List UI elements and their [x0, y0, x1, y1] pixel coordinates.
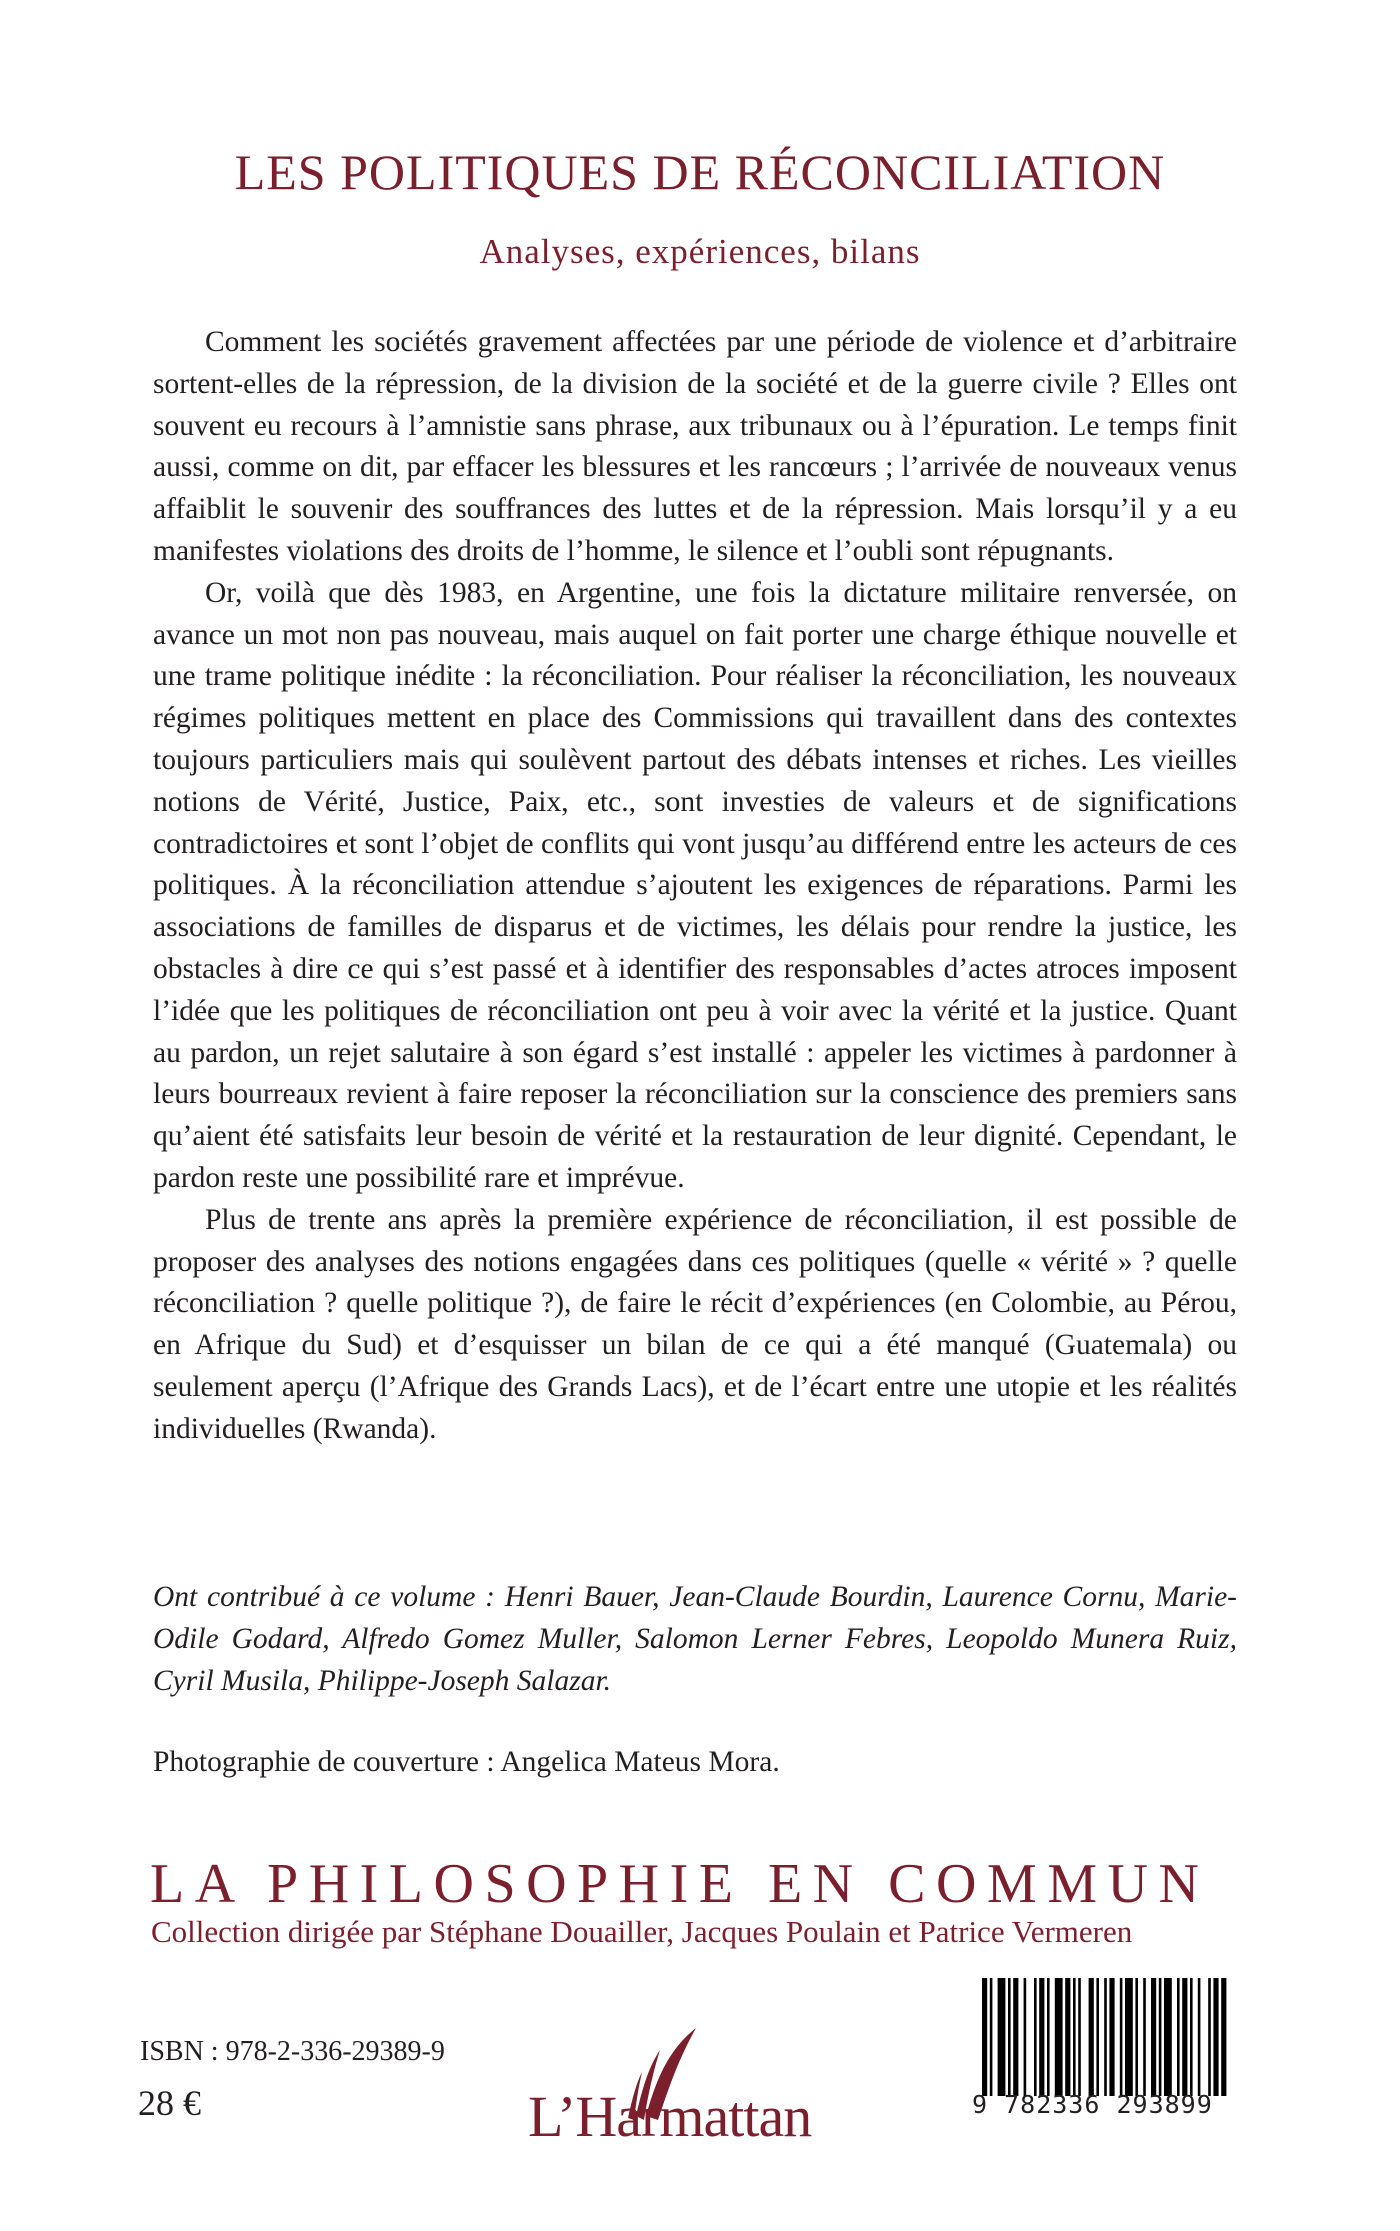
- barcode-bar: [982, 1978, 987, 2096]
- barcode-bar: [1159, 1978, 1162, 2096]
- barcode-bar: [1089, 1978, 1094, 2096]
- barcode-bar: [1104, 1978, 1107, 2096]
- barcode-bar: [1120, 1978, 1123, 2096]
- barcode-bar: [1208, 1978, 1211, 2096]
- barcode-bar: [1143, 1978, 1146, 2096]
- book-subtitle: Analyses, expériences, bilans: [479, 232, 921, 271]
- barcode-bar: [1125, 1978, 1133, 2096]
- barcode-bar: [1213, 1978, 1218, 2096]
- barcode-bar: [1151, 1978, 1156, 2096]
- blurb-paragraph: Comment les sociétés gravement affectées par une période de violence et d’arbitraire sortent-elles de la répression, de la division de la société et de la guerre civile ? Elles ont souvent eu recours à l’amnistie sans phrase, aux tribunaux ou à l’épuration. Le temps finit aussi, comme on dit, par effacer les blessures et les rancœurs ; l’arrivée de nouveaux venus affaiblit le souvenir des souffrances des luttes et de la répression. Mais lorsqu’il y a eu manifestes violations des droits de l’homme, le silence et l’oubli sont répugnants.: [153, 326, 1237, 567]
- barcode-bar: [1164, 1978, 1172, 2096]
- barcode-bar: [1078, 1978, 1081, 2096]
- barcode-bars: [982, 1978, 1232, 2096]
- isbn: ISBN : 978-2-336-29389-9: [140, 2036, 445, 2067]
- barcode-bar: [1055, 1978, 1063, 2096]
- blurb-paragraph: Or, voilà que dès 1983, en Argentine, une fois la dictature militaire renversée, on avance un mot non pas nouveau, mais auquel on fait porter une charge éthique nouvelle et une trame politique inédite : la réconciliation. Pour réaliser la réconciliation, les nouveaux régimes politiques mettent en place des Commissions qui travaillent dans des contextes toujours particuliers mais qui soulèvent partout des débats intenses et riches. Les vieilles notions de Vérité, Justice, Paix, etc., sont investies de valeurs et de significations contradictoires et sont l’objet de conflits qui vont jusqu’au différend entre les acteurs de ces politiques. À la réconciliation attendue s’ajoutent les exigences de réparations. Parmi les associations de familles de disparus et de victimes, les délais pour rendre la justice, les obstacles à dire ce qui s’est passé et à identifier des responsables d’actes atroces imposent l’idée que les politiques de réconciliation ont peu à voir avec la vérité et la justice. Quant au pardon, un rejet salutaire à son égard s’est installé : appeler les victimes à pardonner à leurs bourreaux revient à faire reposer la réconciliation sur la conscience des premiers sans qu’aient été satisfaits leur besoin de vérité et la restauration de leur dignité. Cependant, le pardon reste une possibilité rare et imprévue.: [153, 576, 1237, 1194]
- barcode-bar: [1039, 1978, 1044, 2096]
- publisher-name: L’Harmattan: [528, 2084, 812, 2149]
- barcode-bar: [1109, 1978, 1114, 2096]
- barcode-bar: [1182, 1978, 1187, 2096]
- barcode: [972, 1978, 1232, 2128]
- barcode-bar: [1190, 1978, 1193, 2096]
- barcode-bar: [1065, 1978, 1070, 2096]
- barcode-bar: [990, 1978, 993, 2096]
- barcode-bar: [1177, 1978, 1180, 2096]
- photo-credit: Photographie de couverture : Angelica Mateus Mora.: [153, 1746, 780, 1778]
- barcode-bar: [1047, 1978, 1050, 2096]
- publisher-logo: [528, 2020, 868, 2150]
- barcode-bar: [1034, 1978, 1037, 2096]
- contributors: Ont contribué à ce volume : Henri Bauer, Jean-Claude Bourdin, Laurence Cornu, Marie-Odile Godard, Alfredo Gomez Muller, Salomon Lerner Febres, Leopoldo Munera Ruiz, Cyril Musila, Philippe-Joseph Salazar.: [153, 1581, 1237, 1697]
- book-title: LES POLITIQUES DE RÉCONCILIATION: [234, 144, 1166, 200]
- blurb: [153, 322, 1237, 1451]
- barcode-bar: [1008, 1978, 1011, 2096]
- barcode-bar: [1013, 1978, 1018, 2096]
- price: 28 €: [138, 2083, 201, 2123]
- barcode-digits: 9 782336 293899: [972, 2090, 1213, 2119]
- barcode-bar: [1135, 1978, 1138, 2096]
- barcode-bar: [1221, 1978, 1226, 2096]
- blurb-paragraph: Plus de trente ans après la première expérience de réconciliation, il est possible de proposer des analyses des notions engagées dans ces politiques (quelle « vérité » ? quelle réconciliation ? quelle politique ?), de faire le récit d’expériences (en Colombie, au Pérou, en Afrique du Sud) et d’esquisser un bilan de ce qui a été manqué (Guatemala) ou seulement aperçu (l’Afrique des Grands Lacs), et de l’écart entre une utopie et les réalités individuelles (Rwanda).: [153, 1203, 1237, 1445]
- barcode-bar: [1198, 1978, 1201, 2096]
- series-name: LA PHILOSOPHIE EN COMMUN: [150, 1853, 1210, 1915]
- barcode-bar: [998, 1978, 1006, 2096]
- series-directors: Collection dirigée par Stéphane Douailler, Jacques Poulain et Patrice Vermeren: [151, 1914, 1133, 1949]
- barcode-bar: [1024, 1978, 1027, 2096]
- barcode-bar: [1073, 1978, 1076, 2096]
- barcode-bar: [1096, 1978, 1099, 2096]
